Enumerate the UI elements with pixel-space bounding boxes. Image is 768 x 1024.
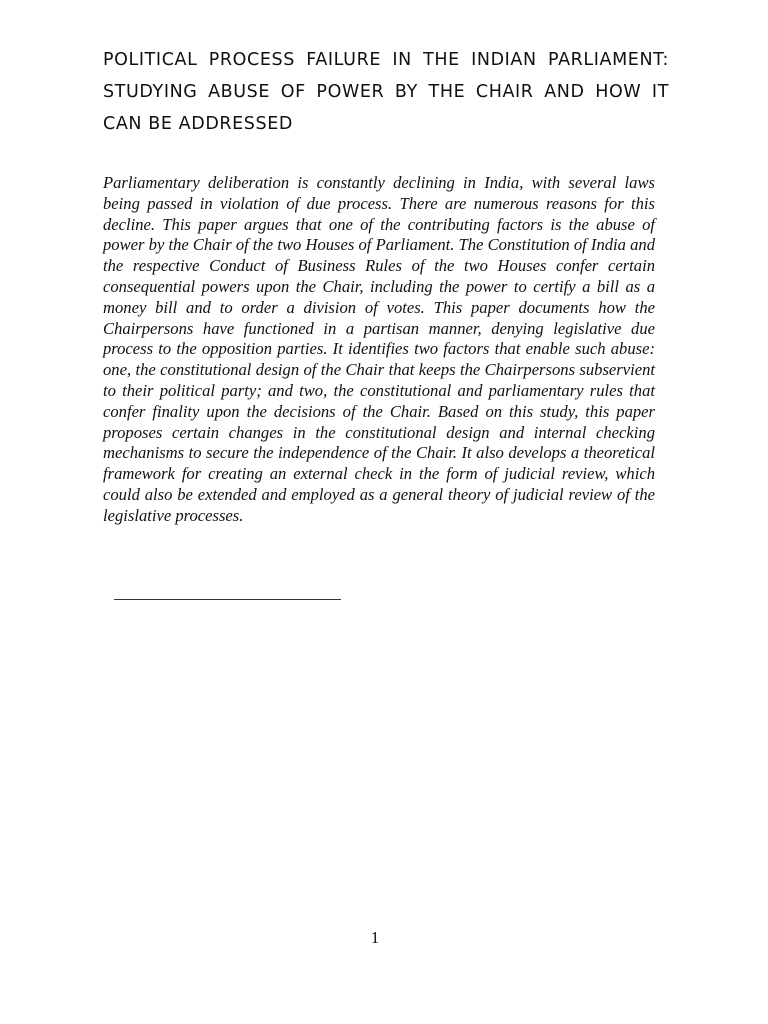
- page-number: 1: [370, 928, 380, 947]
- footnote-separator: [114, 599, 341, 600]
- abstract-paragraph: Parliamentary deliberation is constantly declining in India, with several laws being passed in violation of due process. There are numerous reasons for this decline. This paper argues that one of the contributing factors is the abuse of power by the Chair of the two Houses of Parliament. The Constitution of India and the respective Conduct of Business Rules of the two Houses confer certain consequential powers upon the Chair, including the power to certify a bill as a money bill and to order a division of votes. This paper documents how the Chairpersons have functioned in a partisan manner, denying legislative due process to the opposition parties. It identifies two factors that enable such abuse: one, the constitutional design of the Chair that keeps the Chairpersons subservient to their political party; and two, the constitutional and parliamentary rules that confer finality upon the decisions of the Chair. Based on this study, this paper proposes certain changes in the constitutional design and internal checking mechanisms to secure the independence of the Chair. It also develops a theoretical framework for creating an external check in the form of judicial review, which could also be extended and employed as a general theory of judicial review of the legislative processes.: [103, 173, 655, 525]
- paper-title: POLITICAL PROCESS FAILURE IN THE INDIAN PARLIAMENT: STUDYING ABUSE OF POWER BY THE CHAIR AND HOW IT CAN BE ADDRESSED: [103, 50, 669, 134]
